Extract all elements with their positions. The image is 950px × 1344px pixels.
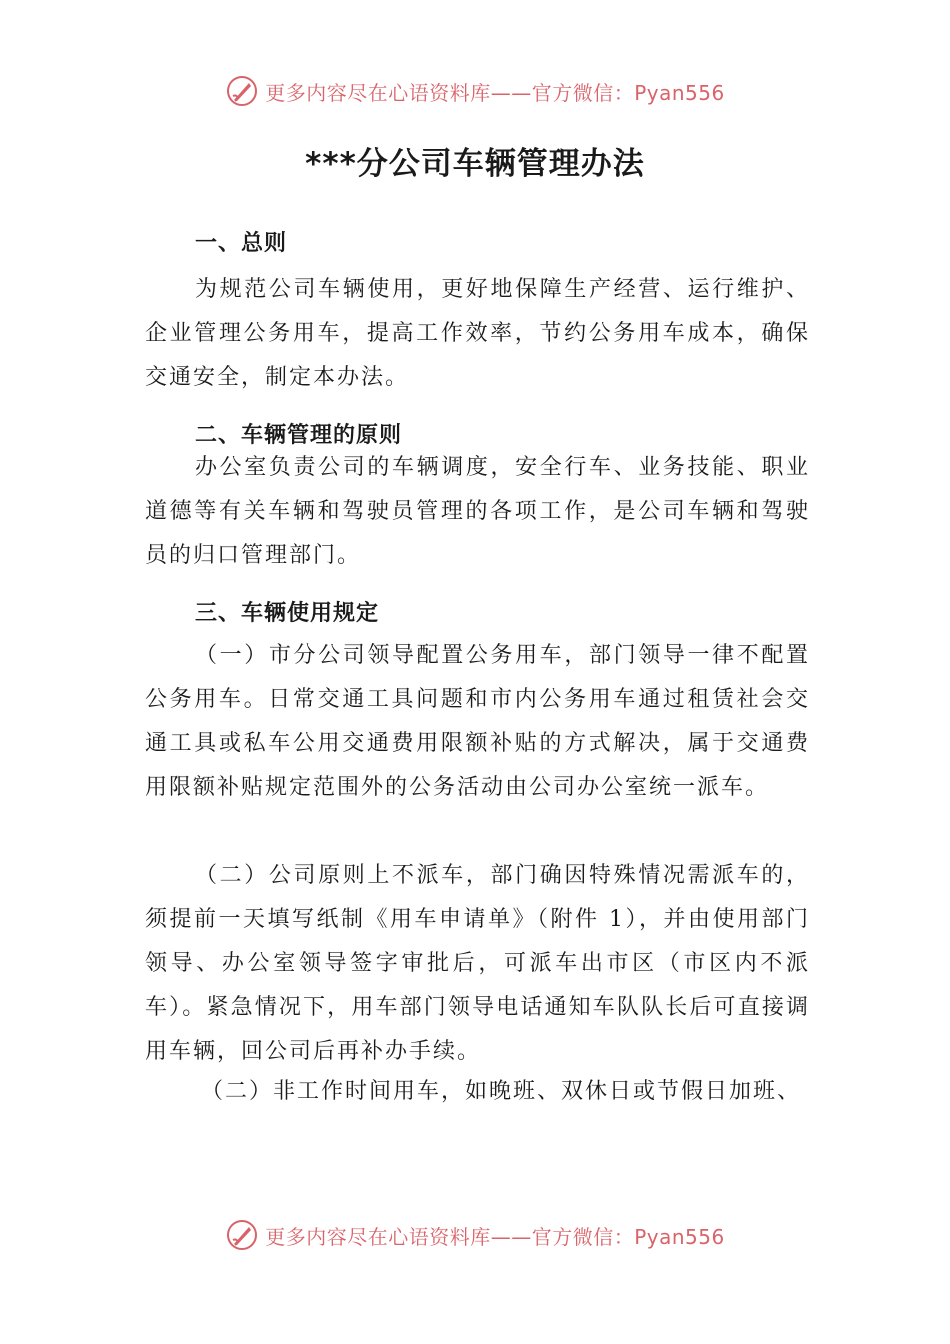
quill-pen-logo-icon <box>225 1218 259 1252</box>
paragraph: 为规范公司车辆使用，更好地保障生产经营、运行维护、企业管理公务用车，提高工作效率，节约公务用车成本，确保交通安全，制定本办法。 <box>145 277 810 390</box>
paragraph: （一）市分公司领导配置公务用车，部门领导一律不配置公务用车。日常交通工具问题和市内公务用车通过租赁社会交通工具或私车公用交通费用限额补贴的方式解决，属于交通费用限额补贴规定范围外的公务活动由公司办公室统一派车。 <box>145 643 810 800</box>
watermark-text: 更多内容尽在心语资料库——官方微信：Pyan556 <box>265 80 725 105</box>
watermark-header <box>0 74 950 108</box>
watermark-text: 更多内容尽在心语资料库——官方微信：Pyan556 <box>265 1224 725 1249</box>
quill-pen-logo-icon <box>225 74 259 108</box>
section-heading: 一、总则 <box>195 231 288 256</box>
paragraph: （二）公司原则上不派车，部门确因特殊情况需派车的，须提前一天填写纸制《用车申请单》（附件 1），并由使用部门领导、办公室领导签字审批后，可派车出市区（市区内不派车）。紧急情况下，用车部门领导电话通知车队队长后可直接调用车辆，回公司后再补办手续。 <box>145 863 810 1064</box>
paragraph: （二）非工作时间用车，如晚班、双休日或节假日加班、 <box>201 1079 802 1104</box>
section-heading: 三、车辆使用规定 <box>195 601 380 626</box>
watermark-footer <box>0 1218 950 1252</box>
document-title: ***分公司车辆管理办法 <box>305 146 645 182</box>
paragraph: 办公室负责公司的车辆调度，安全行车、业务技能、职业道德等有关车辆和驾驶员管理的各项工作，是公司车辆和驾驶员的归口管理部门。 <box>145 455 810 568</box>
section-heading: 二、车辆管理的原则 <box>195 423 403 448</box>
